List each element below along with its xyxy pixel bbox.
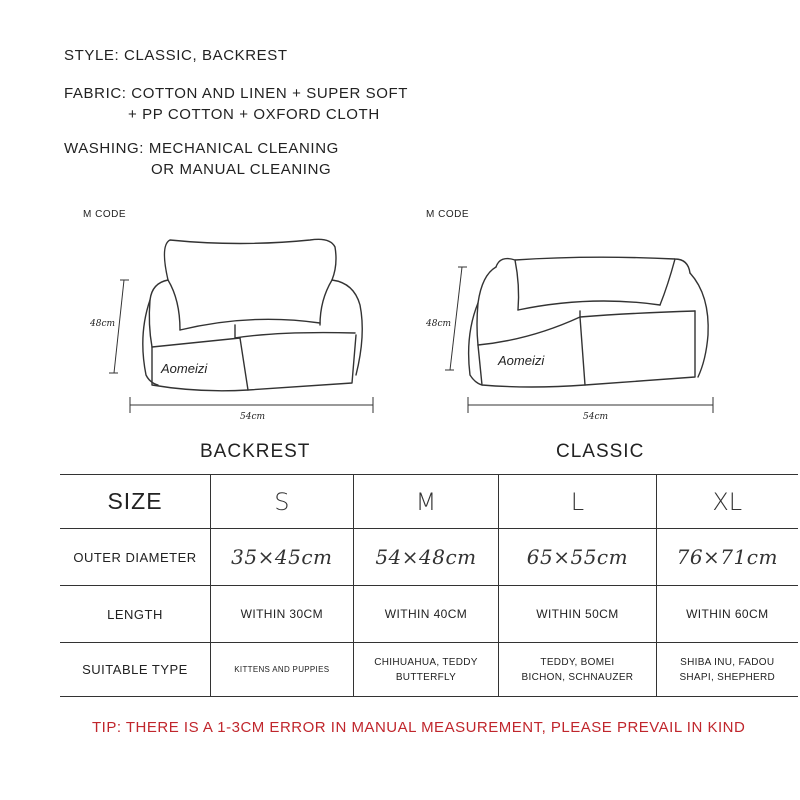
outer-diameter-l: 65×55cm — [499, 529, 656, 586]
washing-spec — [64, 138, 339, 180]
washing-line-1: WASHING: MECHANICAL CLEANING — [64, 140, 339, 157]
length-s: WITHIN 30CM — [211, 586, 354, 643]
suitable-type-xl — [656, 643, 798, 697]
suitable-type-m-line1: CHIHUAHUA, TEDDY — [374, 656, 478, 668]
size-header: SIZE — [60, 475, 211, 529]
measurement-tip: TIP: THERE IS A 1-3CM ERROR IN MANUAL MEASUREMENT, PLEASE PREVAIL IN KIND — [92, 719, 746, 736]
size-m: M — [353, 475, 499, 529]
classic-title: CLASSIC — [556, 441, 645, 462]
classic-height-label: 48cm — [426, 319, 452, 329]
backrest-width-label: 54cm — [240, 412, 266, 422]
style-spec — [64, 45, 288, 66]
length-m: WITHIN 40CM — [353, 586, 499, 643]
outer-diameter-s: 35×45cm — [211, 529, 354, 586]
suitable-type-xl-line2: SHAPI, SHEPHERD — [679, 671, 776, 683]
table-header-row — [60, 475, 798, 529]
size-xl: XL — [656, 475, 798, 529]
classic-bed-diagram — [420, 225, 730, 430]
table-row — [60, 529, 798, 586]
classic-code-label: M CODE — [426, 209, 469, 220]
suitable-type-label: SUITABLE TYPE — [60, 643, 211, 697]
size-l: L — [499, 475, 656, 529]
table-row — [60, 586, 798, 643]
suitable-type-m — [353, 643, 499, 697]
backrest-title: BACKREST — [200, 441, 311, 462]
length-label: LENGTH — [60, 586, 211, 643]
style-line: STYLE: CLASSIC, BACKREST — [64, 47, 288, 64]
suitable-type-l-line1: TEDDY, BOMEI — [540, 656, 615, 668]
backrest-brand: Aomeizi — [161, 361, 208, 376]
classic-brand: Aomeizi — [498, 353, 545, 368]
suitable-type-l-line2: BICHON, SCHNAUZER — [521, 671, 634, 683]
suitable-type-s-line1: KITTENS AND PUPPIES — [234, 665, 330, 674]
fabric-line-2: + PP COTTON + OXFORD CLOTH — [128, 106, 380, 123]
length-xl: WITHIN 60CM — [656, 586, 798, 643]
washing-line-2: OR MANUAL CLEANING — [151, 161, 332, 178]
fabric-spec — [64, 83, 408, 125]
classic-width-label: 54cm — [583, 412, 609, 422]
suitable-type-m-line2: BUTTERFLY — [395, 671, 457, 683]
length-l: WITHIN 50CM — [499, 586, 656, 643]
suitable-type-s — [211, 643, 354, 697]
size-s: S — [211, 475, 354, 529]
suitable-type-l — [499, 643, 656, 697]
fabric-line-1: FABRIC: COTTON AND LINEN + SUPER SOFT — [64, 85, 409, 102]
table-row — [60, 643, 798, 697]
backrest-height-label: 48cm — [90, 319, 116, 329]
backrest-code-label: M CODE — [83, 209, 126, 220]
outer-diameter-m: 54×48cm — [353, 529, 499, 586]
size-table — [60, 474, 798, 697]
suitable-type-xl-line1: SHIBA INU, FADOU — [680, 656, 775, 668]
outer-diameter-label: OUTER DIAMETER — [60, 529, 211, 586]
outer-diameter-xl: 76×71cm — [656, 529, 798, 586]
backrest-bed-diagram — [80, 225, 390, 430]
